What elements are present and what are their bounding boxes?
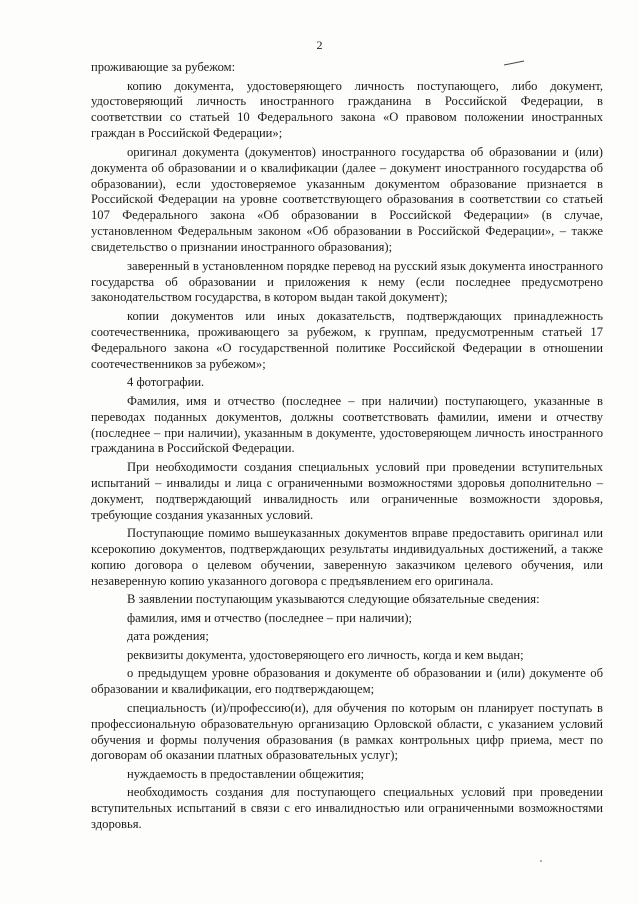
paragraph: проживающие за рубежом: [91,60,236,74]
document-body [91,60,603,836]
paragraph: 4 фотографии. [127,375,205,390]
paragraph: специальность (и)/профессию(и), для обучения по которым он планирует поступать в профессиональную образовательную организацию Орловской области, с указанием условий обучения и формы получения образования (в рамках контрольных цифр приема, мест по договорам об оказании платных образовательных услуг); [91,700,603,763]
paragraph: о предыдущем уровне образования и документе об образовании и (или) документе об образовании и квалификации, его подтверждающем; [91,666,603,697]
paragraph: нуждаемость в предоставлении общежития; [127,766,365,781]
page-number: 2 [316,38,323,52]
paragraph: дата рождения; [127,629,209,644]
paragraph: В заявлении поступающим указываются следующие обязательные сведения: [127,592,540,607]
paragraph: оригинал документа (документов) иностранного государства об образовании и (или) документа об образовании и о квалификации (далее – документ иностранного государства об образовании), если удостоверяемое указанным документом образование признается в Российской Федерации на уровне соответствующего образования в соответствии со статьей 107 Федерального закона «Об образовании в Российской Федерации» (в случае, установленном Федеральным законом «Об образовании в Российской Федерации», – также свидетельство о признании иностранного образования); [91,144,603,255]
paragraph: заверенный в установленном порядке перевод на русский язык документа иностранного государства об образовании и приложения к нему (если последнее предусмотрено законодательством государства, в котором выдан такой документ); [91,258,603,305]
paragraph: необходимость создания для поступающего специальных условий при проведении вступительных испытаний в связи с его инвалидностью или ограниченными возможностями здоровья. [91,785,603,832]
paragraph: копии документов или иных доказательств, подтверждающих принадлежность соотечественника, проживающего за рубежом, к группам, предусмотренным статьей 17 Федерального закона «О государственной политике Российской Федерации в отношении соотечественников за рубежом»; [91,308,603,371]
paragraph: Поступающие помимо вышеуказанных документов вправе предоставить оригинал или ксерокопию документов, подтверждающих результаты индивидуальных достижений, а также копию договора о целевом обучении, заверенную заказчиком целевого обучения, или незаверенную копию указанного договора с предъявлением его оригинала. [91,526,603,588]
paragraph: фамилия, имя и отчество (последнее – при наличии); [127,610,413,625]
paragraph: При необходимости создания специальных условий при проведении вступительных испытаний – инвалиды и лица с ограниченными возможностями здоровья дополнительно – документ, подтверждающий инвалидность или ограниченные возможности здоровья, требующие создания указанных условий. [91,459,603,522]
paragraph: копию документа, удостоверяющего личность поступающего, либо документ, удостоверяющий личность иностранного гражданина в Российской Федерации, в соответствии со статьей 10 Федерального закона «О правовом положении иностранных граждан в Российской Федерации»; [91,78,603,141]
scan-speck [540,860,542,862]
paragraph: Фамилия, имя и отчество (последнее – при наличии) поступающего, указанные в переводах поданных документов, должны соответствовать фамилии, имени и отчеству (последнее – при наличии), указанным в документе, удостоверяющем личность иностранного гражданина в Российской Федерации. [91,393,603,456]
paragraph: реквизиты документа, удостоверяющего его личность, когда и кем выдан; [127,647,524,662]
